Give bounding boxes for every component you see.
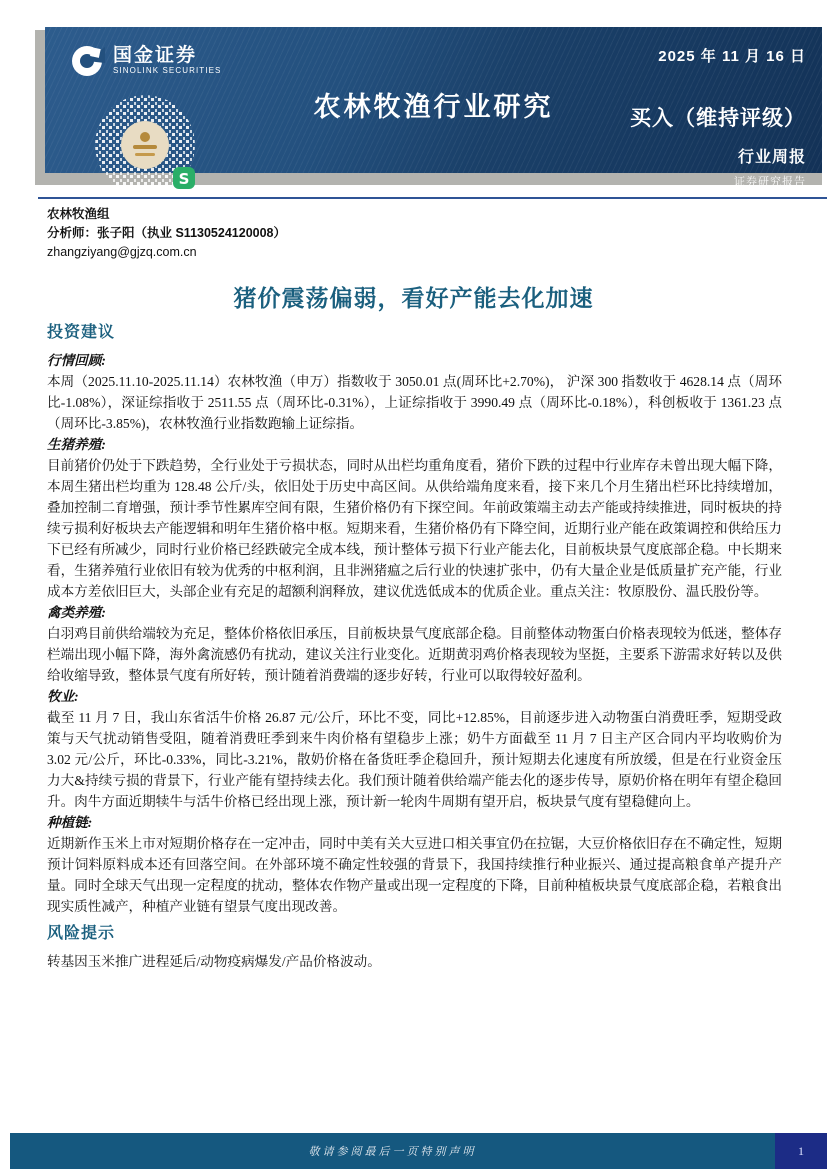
item-label: 种植链:	[47, 815, 93, 830]
logo-name-en: SINOLINK SECURITIES	[113, 66, 222, 75]
item-label: 牧业:	[47, 689, 79, 704]
logo-name-cn: 国金证券	[113, 45, 198, 66]
page-title: 猪价震荡偏弱，看好产能去化加速	[233, 285, 594, 311]
item-label: 生猪养殖:	[47, 437, 106, 452]
item-text: 截至 11 月 7 日，我山东省活牛价格 26.87 元/公斤，环比不变，同比+12.85%，目前逐步进入动物蛋白消费旺季，短期受政策与天气扰动销售受阻，随着消费旺季到来牛肉价格有望稳步上涨；奶牛方面截至 11 月 7 日主产区合同内平均收购价为 3.02 元/公斤，环比-0.33%，同比-3.21%，散奶价格在备货旺季企稳回升，预计短期去化速度有所放缓，但是在行业资金压力大&持续亏损的背景下，行业产能有望持续去化。我们预计随着供给端产能去化的逐步传导，原奶价格在明年有望企稳回升。肉牛方面近期犊牛与活牛价格已经出现上涨，预计新一轮肉牛周期有望开启，板块景气度有望稳健向上。	[47, 710, 782, 809]
rating-badge: 买入（维持评级）	[630, 107, 806, 130]
item-market-review	[47, 350, 782, 434]
analyst-email-link[interactable]: zhangziyang@gjzq.com.cn	[47, 245, 197, 259]
analyst-block	[47, 205, 286, 262]
item-label: 禽类养殖:	[47, 605, 106, 620]
banner-right-block	[630, 45, 806, 189]
page-number: 1	[775, 1133, 827, 1169]
logo-text	[113, 46, 221, 76]
item-text: 白羽鸡目前供给端较为充足，整体价格依旧承压，目前板块景气度底部企稳。目前整体动物蛋白价格表现较为低迷，整体存栏端出现小幅下降，海外禽流感仍有扰动，建议关注行业变化。近期黄羽鸡价格表现较为坚挺，主要系下游需求好转以及供给收缩导致，整体景气度有所好转，预计随着消费端的逐步好转，行业可以取得较好盈利。	[47, 626, 782, 683]
analyst-group: 农林牧渔组	[47, 207, 110, 221]
report-category-label: 证券研究报告	[734, 176, 806, 188]
page-footer	[10, 1133, 827, 1169]
item-text: 本周（2025.11.10-2025.11.14）农林牧渔（申万）指数收于 3050.01 点(周环比+2.70%)， 沪深 300 指数收于 4628.14 点（周环比-1.08%），深证综指收于 2511.55 点（周环比-0.31%），上证综指收于 3990.49 点（周环比-0.18%），科创板收于 1361.23 点（周环比-3.85%)，农林牧渔行业指数跑输上证综指。	[47, 374, 782, 431]
section-heading-investment-advice: 投资建议	[47, 324, 116, 341]
item-pig-farming	[47, 434, 782, 602]
report-content	[47, 322, 782, 972]
item-text: 目前猪价仍处于下跌趋势，全行业处于亏损状态，同时从出栏均重角度看，猪价下跌的过程中行业库存未曾出现大幅下降，本周生猪出栏均重为 128.48 公斤/头，依旧处于历史中高区间。从供给端角度来看，接下来几个月生猪出栏环比持续增加，叠加控制二育增强，预计季节性累库空间有限，生猪价格仍有下探空间。年前政策端主动去产能或持续推进，同时板块的持续亏损利好板块去产能逻辑和明年生猪价格中枢。短期来看，生猪价格仍有下降空间，近期行业产能在政策调控和供给压力下已经有所减少，同时行业价格已经跌破完全成本线，预计整体亏损下行业产能去化，目前板块景气度底部企稳。中长期来看，生猪养殖行业依旧有较为优秀的中枢利润，且非洲猪瘟之后行业的快速扩张中，仍有大量企业是低质量扩充产能，行业成本方差依旧巨大，头部企业有充足的超额利润释放，建议优选低成本的优质企业。重点关注：牧原股份、温氏股份等。	[47, 458, 782, 599]
report-date: 2025 年 11 月 16 日	[658, 48, 806, 65]
analyst-name-line: 分析师：张子阳（执业 S1130524120008）	[47, 226, 286, 240]
risk-text: 转基因玉米推广进程延后/动物疫病爆发/产品价格波动。	[47, 954, 381, 969]
item-label: 行情回顾:	[47, 353, 106, 368]
report-banner	[45, 27, 822, 188]
logo	[69, 43, 221, 79]
report-type: 行业周报	[737, 149, 806, 166]
item-text: 近期新作玉米上市对短期价格存在一定冲击，同时中美有关大豆进口相关事宜仍在拉锯，大豆价格依旧存在不确定性，短期预计饲料原料成本还有回落空间。在外部环境不确定性较强的背景下，我国持续推行种业振兴、通过提高粮食单产提升产量。同时全球天气出现一定程度的扰动，整体农作物产量或出现一定程度的下降，目前种植板块景气度底部企稳，若粮食出现实质性减产，种植产业链有望景气度出现改善。	[47, 836, 782, 914]
svg-text:S: S	[178, 170, 190, 188]
banner-title: 农林牧渔行业研究	[313, 92, 554, 122]
item-poultry-farming	[47, 602, 782, 686]
sinolink-logo-icon	[69, 43, 105, 79]
section-heading-risk: 风险提示	[47, 925, 116, 942]
footer-disclaimer: 敬请参阅最后一页特别声明	[308, 1146, 477, 1158]
wechat-icon	[173, 167, 195, 189]
header-divider	[38, 197, 827, 199]
qr-code	[81, 91, 215, 201]
item-animal-husbandry	[47, 686, 782, 812]
item-planting-chain	[47, 812, 782, 917]
